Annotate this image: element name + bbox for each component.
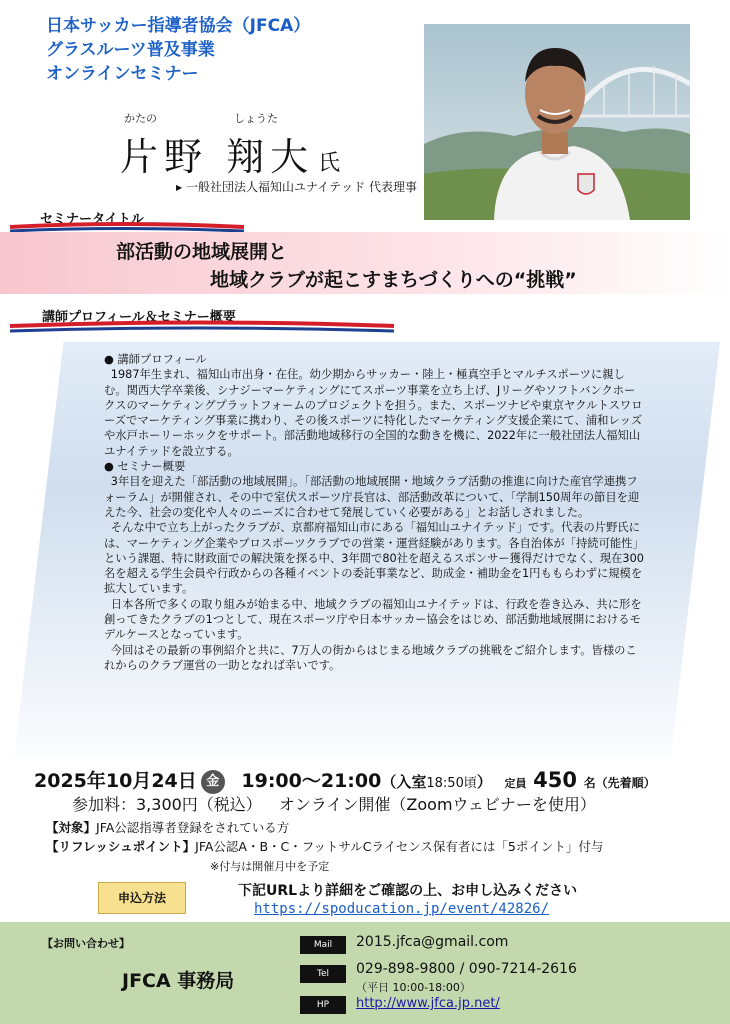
apply-method-button[interactable]: 申込方法 — [98, 882, 186, 914]
event-date: 2025年10月24日 — [34, 770, 197, 792]
apply-description: 下記URLより詳細をご確認の上、お申し込みください — [238, 883, 578, 899]
refresh-value: JFA公認A・B・C・フットサルCライセンス保有者には「5ポイント」付与 — [195, 839, 604, 854]
seminar-title — [116, 238, 577, 294]
participation-fee: 参加料：3,300円（税込） — [72, 795, 262, 814]
overview-paragraph: 今回はその最新の事例紹介と共に、7万人の街からはじまる地域クラブの挑戦をご紹介します。皆様のこれからのクラブ運営の一助となれば幸いです。 — [104, 643, 637, 672]
target-label: 【対象】 — [46, 820, 97, 835]
refresh-row — [46, 837, 603, 855]
given-name-reading: しょうた — [234, 112, 278, 125]
surname-reading: かたの — [124, 112, 157, 125]
program-name: グラスルーツ普及事業 — [46, 40, 215, 60]
overview-heading-row — [104, 459, 644, 474]
capacity-number: 450 — [533, 768, 577, 792]
organizer-name: 日本サッカー指導者協会（JFCA） — [46, 16, 311, 36]
organizer-block — [46, 14, 310, 86]
event-datetime — [34, 766, 656, 794]
contact-organization: JFCA 事務局 — [122, 970, 235, 992]
seminar-type: オンラインセミナー — [46, 64, 199, 84]
contact-email[interactable]: 2015.jfca@gmail.com — [356, 934, 509, 950]
profile-content — [104, 352, 644, 673]
mail-tag: Mail — [300, 936, 346, 954]
speaker-given-name: 翔大 — [226, 135, 315, 179]
bullet-circle-icon: ● — [104, 460, 114, 474]
capacity-note: （先着順） — [595, 776, 656, 790]
capacity-label: 定員 — [504, 777, 527, 790]
overview-paragraph: 日本各所で多くの取り組みが始まる中、地域クラブの福知山ユナイテッドは、行政を巻き込み、共に形を創ってきたクラブの1つとして、現在スポーツ庁や日本サッカー協会をはじめ、部活動地域展開におけるモデルケースとなっています。 — [104, 597, 642, 642]
refresh-label: 【リフレッシュポイント】 — [46, 839, 196, 854]
speaker-photo — [424, 24, 690, 220]
contact-phone: 029-898-9800 / 090-7214-2616 — [356, 961, 577, 977]
seminar-title-label: セミナータイトル — [40, 212, 144, 227]
profile-heading-row — [104, 352, 644, 367]
event-time: 19:00～21:00 — [241, 770, 382, 792]
apply-link[interactable]: https://spoducation.jp/event/42826/ — [254, 901, 550, 917]
seminar-title-line2: 地域クラブが起こすまちづくりへの“挑戦” — [210, 269, 577, 291]
profile-label-underline — [8, 320, 398, 334]
overview-heading: セミナー概要 — [117, 460, 186, 474]
bullet-circle-icon: ● — [104, 353, 114, 366]
overview-paragraph: そんな中で立ち上がったクラブが、京都府福知山市にある「福知山ユナイテッド」です。代表の片野氏には、マーケティング企業やプロスポーツクラブでの営業・運営経験があります。各自治体が「持続可能性」という課題、特に財政面での解決策を探る中、3年間で80社を超えるスポンサー獲得だけでなく、現在300名を超える学生会員や行政からの各種イベントの委託事業など、助成金・補助金を1円ももらわずに規模を拡大しています。 — [104, 521, 644, 596]
affiliation-text: 一般社団法人福知山ユナイテッド 代表理事 — [185, 180, 417, 194]
speaker-affiliation — [176, 178, 417, 195]
speaker-surname: 片野 — [120, 135, 209, 179]
entry-time: 18:50頃 — [426, 776, 477, 791]
profile-section-label: 講師プロフィール＆セミナー概要 — [42, 310, 236, 325]
entry-suffix: ） — [476, 773, 492, 791]
website-link[interactable]: http://www.jfca.jp.net/ — [356, 996, 500, 1011]
tel-tag: Tel — [300, 965, 346, 983]
profile-text: 1987年生まれ、福知山市出身・在住。幼少期からサッカー・陸上・極真空手とマルチスポーツに親しむ。関西大学卒業後、シナジーマーケティングにてスポーツ事業を立ち上げ、Jリーグやソフトバンクホークスのマーケティングプラットフォームのプロジェクトを担う。また、スポーツナビや東京ヤクルトスワローズでマーケティング事業に携わり、その後スポーツに特化したマーケティング支援企業にて、浦和レッズや水戸ホーリーホックをサポート。部活動地域移行の全国的な動きを機に、2022年に一般社団法人福知山ユナイテッドを設立する。 — [104, 368, 643, 458]
target-value: JFA公認指導者登録をされている方 — [96, 820, 290, 835]
weekday-badge: 金 — [201, 770, 225, 794]
overview-paragraph: 3年目を迎えた「部活動の地域展開」。「部活動の地域展開・地域クラブ活動の推進に向けた産官学連携フォーラム」が開催され、その中で室伏スポーツ庁長官は、部活動改革について、「学制150周年の節目を迎えた今、社会の変化や人々のニーズに合わせて発展していく必要がある」とお話しされました。 — [104, 475, 640, 519]
name-reading — [124, 110, 424, 126]
refresh-note: ※付与は開催月中を予定 — [210, 860, 330, 873]
target-row — [46, 818, 289, 836]
capacity-unit: 名 — [583, 776, 596, 790]
hp-tag: HP — [300, 996, 346, 1014]
profile-heading: 講師プロフィール — [117, 353, 207, 366]
seminar-title-line1: 部活動の地域展開と — [116, 241, 288, 263]
bullet-arrow-icon: ▶ — [176, 183, 183, 192]
honorific: 氏 — [318, 151, 341, 176]
fee-format-line — [72, 792, 596, 815]
entry-prefix: （入室 — [381, 773, 427, 791]
phone-hours: （平日 10:00-18:00） — [356, 981, 471, 994]
event-format: オンライン開催（Zoomウェビナーを使用） — [278, 795, 596, 814]
contact-label: 【お問い合わせ】 — [42, 937, 130, 950]
speaker-name — [120, 126, 340, 181]
